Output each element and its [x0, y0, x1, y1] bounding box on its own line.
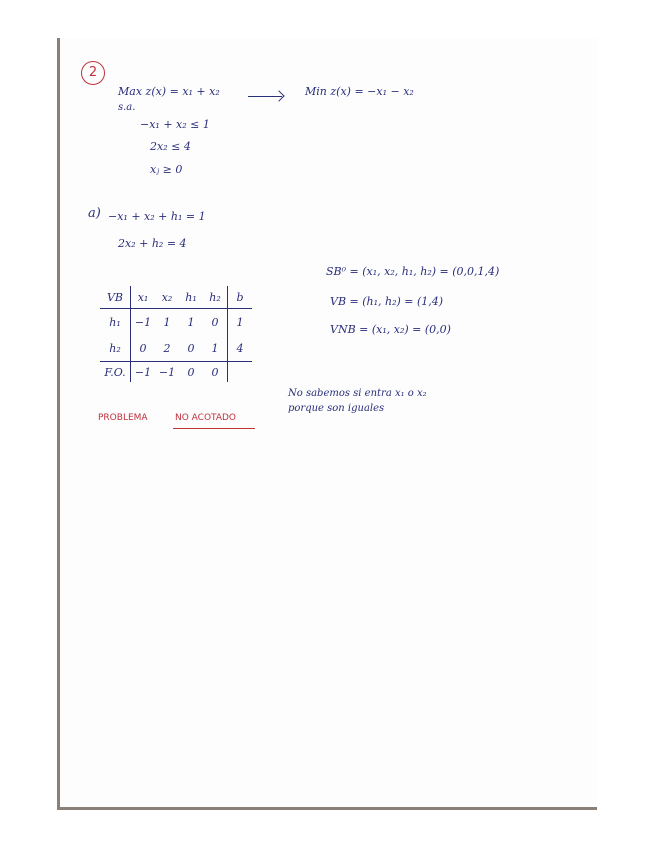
- tableau-row: [100, 335, 252, 362]
- conclusion-word-1: PROBLEMA: [98, 413, 148, 423]
- tableau-header: x₁: [131, 286, 156, 309]
- tableau-cell: 1: [187, 315, 195, 329]
- tableau-cell: 0: [211, 315, 219, 329]
- tableau-cell: 0: [179, 362, 203, 383]
- tableau-cell: h₂: [100, 335, 131, 362]
- tableau-header: h₂: [203, 286, 228, 309]
- conversion-arrow: [248, 96, 282, 97]
- tableau-cell: −1: [134, 315, 152, 329]
- conclusion-underline: [173, 428, 255, 429]
- subject-to-label: s.a.: [118, 102, 136, 113]
- tableau-cell: 0: [203, 362, 228, 383]
- part-a-label: a): [88, 206, 101, 221]
- tableau-row-objective: [100, 362, 252, 383]
- tableau-cell: 1: [211, 341, 219, 355]
- tableau-header: x₂: [155, 286, 179, 309]
- tableau-cell: 0: [187, 341, 195, 355]
- tableau-cell: 2: [163, 341, 171, 355]
- note-line-2: porque son iguales: [288, 403, 385, 414]
- tableau-header: h₁: [179, 286, 203, 309]
- standard-eq-1: −x₁ + x₂ + h₁ = 1: [108, 210, 206, 223]
- tableau-cell: 4: [228, 335, 253, 362]
- basic-variables: VB = (h₁, h₂) = (1,4): [330, 295, 444, 308]
- constraint-nonneg: xⱼ ≥ 0: [150, 163, 183, 176]
- tableau-header: VB: [100, 286, 131, 309]
- tableau-row: [100, 309, 252, 336]
- tableau-cell: −1: [155, 362, 179, 383]
- initial-basic-solution: SB⁰ = (x₁, x₂, h₁, h₂) = (0,0,1,4): [326, 265, 500, 278]
- conclusion-word-2: NO ACOTADO: [175, 413, 237, 423]
- problem-number: 2: [81, 61, 105, 85]
- constraint-2: 2x₂ ≤ 4: [150, 140, 191, 153]
- tableau-cell: 1: [228, 309, 253, 336]
- tableau-cell: 0: [139, 341, 147, 355]
- non-basic-variables: VNB = (x₁, x₂) = (0,0): [330, 323, 451, 336]
- paper-sheet: [57, 38, 597, 810]
- tableau-cell: F.O.: [100, 362, 131, 383]
- standard-eq-2: 2x₂ + h₂ = 4: [118, 237, 187, 250]
- original-objective: Max z(x) = x₁ + x₂: [118, 85, 220, 98]
- tableau-cell: [228, 362, 253, 383]
- tableau-cell: 1: [163, 315, 171, 329]
- note-line-1: No sabemos si entra x₁ o x₂: [288, 388, 427, 399]
- simplex-tableau: [100, 286, 252, 382]
- tableau-header: b: [228, 286, 253, 309]
- constraint-1: −x₁ + x₂ ≤ 1: [140, 118, 210, 131]
- tableau-cell: h₁: [100, 309, 131, 336]
- tableau-cell: −1: [131, 362, 156, 383]
- converted-objective: Min z(x) = −x₁ − x₂: [305, 85, 414, 98]
